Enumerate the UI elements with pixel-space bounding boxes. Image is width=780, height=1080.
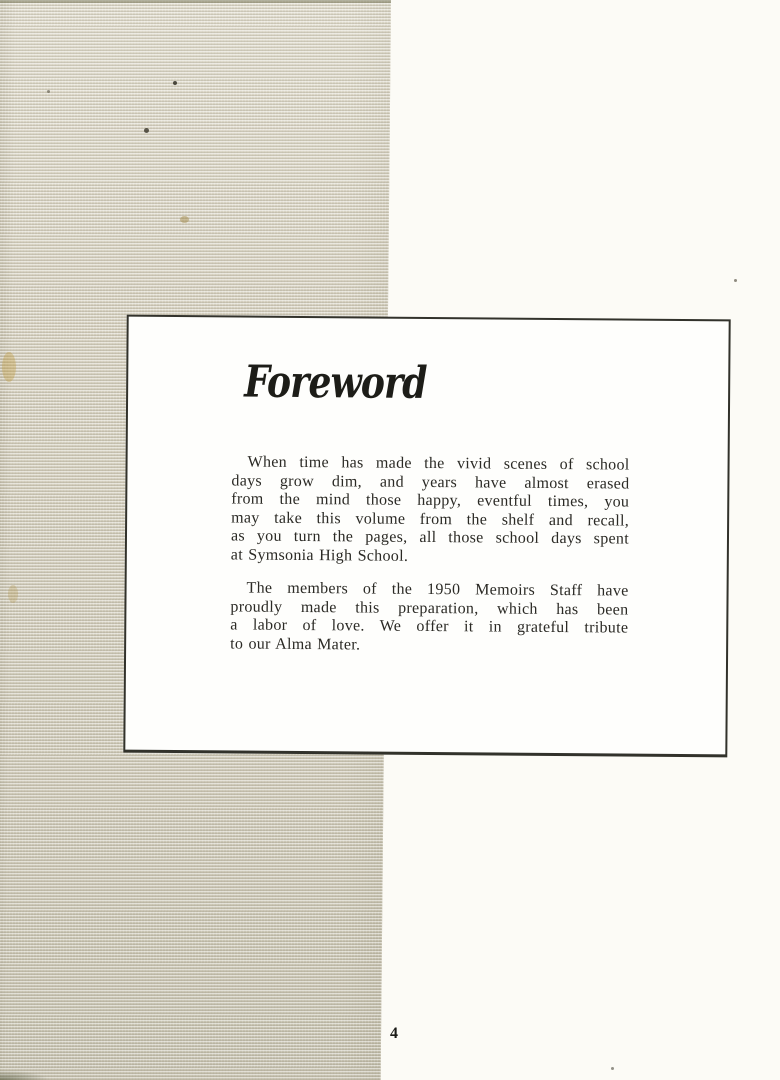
paper-speck xyxy=(173,81,177,85)
paper-stain xyxy=(8,585,18,603)
text-line: The members of the 1950 Memoirs Staff have xyxy=(246,579,629,600)
foreword-paragraph-2 xyxy=(230,579,629,656)
text-line: days grow dim, and years have almost erased xyxy=(231,471,630,493)
text-line: from the mind those happy, eventful times, you xyxy=(231,490,630,511)
paper-speck xyxy=(611,1067,614,1070)
foreword-paragraph-1 xyxy=(231,453,630,567)
paper-stain xyxy=(2,352,16,382)
paper-band-top-edge xyxy=(0,0,391,3)
paper-speck xyxy=(47,90,50,93)
paper-speck xyxy=(734,279,737,282)
foreword-panel xyxy=(123,315,730,758)
paper-speck xyxy=(144,128,149,133)
foreword-body xyxy=(230,453,630,656)
text-line: as you turn the pages, all those school days spent xyxy=(230,527,630,548)
text-line: When time has made the vivid scenes of school xyxy=(247,453,630,474)
text-line: proudly made this preparation, which has been xyxy=(230,597,629,619)
foreword-heading: Foreword xyxy=(244,356,427,409)
text-line: may take this volume from the shelf and recall, xyxy=(231,508,630,530)
text-line: a labor of love. We offer it in grateful tribute xyxy=(230,616,629,637)
text-line: at Symsonia High School. xyxy=(230,545,409,565)
page-number: 4 xyxy=(390,1025,398,1042)
text-line: to our Alma Mater. xyxy=(230,634,361,653)
paper-band-bottom-smudge xyxy=(0,1070,50,1080)
paper-stain xyxy=(180,216,189,223)
